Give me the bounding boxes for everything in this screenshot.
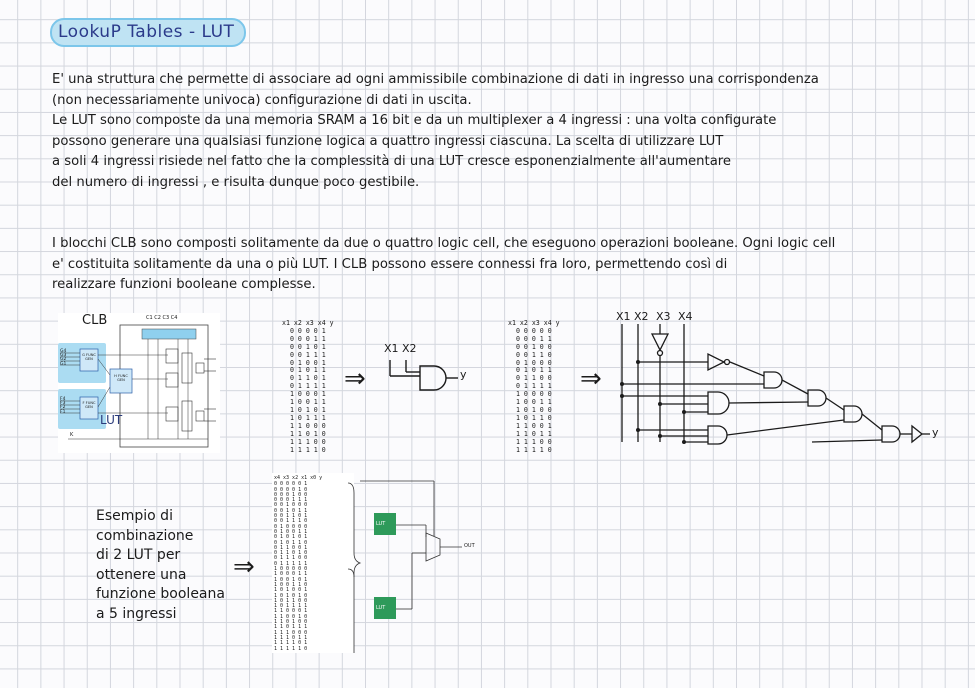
text-line: del numero di ingressi , e risulta dunque poco gestibile. [52,174,420,190]
table-row: 0 1 0 1 0 1 [274,534,308,541]
table-row: 0 0 0 0 0 [515,326,552,335]
table-row: 1 1 1 0 0 [515,437,552,446]
table-row: 0 0 1 1 0 1 [274,513,308,520]
table-row: 0 0 1 1 0 [515,350,552,359]
table-row: 1 0 1 0 1 [289,405,326,414]
truth-table-and [282,320,334,454]
table-row: 0 1 1 1 0 0 [274,555,308,562]
table-row: 0 0 0 1 1 1 [274,497,308,504]
circuit-input-x1: X1 [616,310,631,323]
table-row: 1 1 0 1 1 [515,429,552,438]
table-row: 1 0 1 1 0 0 [274,597,308,604]
table-row: 1 0 0 0 0 0 [274,566,308,573]
table-row: 0 1 1 1 1 [289,382,326,391]
out-label: OUT [464,543,475,549]
text-line: combinazione [96,527,194,544]
text-line: realizzare funzioni booleane complesse. [52,277,316,293]
table-row: 1 1 1 1 0 [289,445,326,454]
lut-combination-schematic [276,473,480,655]
table-row: 0 1 0 1 1 0 [274,539,308,546]
clb-schematic [58,313,220,453]
example-description [96,507,225,625]
text-line: e' costituita solitamente da una o più LUT. I CLB possono essere connessi fra loro, permettendo così di [52,256,728,272]
truth-table-circuit [508,320,560,454]
logic-circuit-diagram [612,310,944,460]
table-row: 0 0 0 0 1 0 [274,486,308,493]
paragraph-lut-description [52,70,957,194]
text-line: di 2 LUT per [96,547,181,564]
table-row: 1 1 0 1 1 1 [274,624,308,631]
table-row: 0 1 1 1 1 [515,382,552,391]
table-row: 1 0 0 1 1 [515,398,552,407]
f-input: F4 [60,397,66,402]
table-row: 1 0 1 1 1 1 [274,603,308,610]
lut-1-label: LUT [376,521,386,527]
k-label: K [70,432,74,438]
table-row: 0 0 0 0 1 [289,326,326,335]
logic-circuit-schematic [612,310,944,460]
table-row: 0 0 1 0 0 0 [274,502,308,509]
table-row: 1 0 0 0 1 [289,390,326,399]
table-row: 0 1 1 0 1 [289,374,326,383]
f-func-gen: F FUNC GEN [82,401,96,409]
truth-table-body [508,328,560,455]
and-output-y: y [460,368,467,381]
text-line: (non necessariamente univoca) configurazione di dati in uscita. [52,92,472,108]
table-row: 1 1 0 1 0 [289,429,326,438]
table-row: 1 0 1 1 0 [515,413,552,422]
and-gate-diagram [380,340,480,400]
table-row: 1 1 0 0 1 0 [274,613,308,620]
table-row: 0 1 1 1 1 1 [274,560,308,567]
table-row: 1 0 0 0 1 1 [274,571,308,578]
f-input: F3 [60,401,66,407]
f-input: F1 [60,409,66,415]
f-inputs-label [60,398,68,415]
text-line: funzione booleana [96,586,225,603]
table-row: 1 0 0 1 1 [289,398,326,407]
text-line: possono generare una qualsiasi funzione logica a quattro ingressi ciascuna. La scelta di utilizzare LUT [52,133,724,149]
implies-arrow: ⇒ [344,364,366,394]
truth-table-header: x1 x2 x3 x4 y [282,319,334,327]
lut-2-label: LUT [376,605,386,611]
table-row: 1 1 0 0 0 1 [274,608,308,615]
table-row: 0 1 1 0 1 0 [274,550,308,557]
table-row: 0 1 0 1 1 [289,366,326,375]
paragraph-clb-description [52,234,957,296]
truth-table-header: x4 x3 x2 x1 x0 y [274,475,323,481]
table-row: 0 0 1 1 1 0 [274,518,308,525]
f-input: F2 [60,405,66,411]
text-line: ottenere una [96,566,187,583]
g-input: G1 [60,361,67,367]
lut-combination-diagram [276,473,480,655]
g-inputs-label [60,350,68,367]
text-line: Esempio di [96,508,173,524]
circuit-output-y: y [932,426,939,439]
table-row: 1 0 1 0 1 0 [274,592,308,599]
circuit-input-x3: X3 [656,310,671,323]
clb-diagram [58,313,220,453]
table-row: 0 1 0 1 1 [515,366,552,375]
table-row: 0 0 0 1 1 [289,334,326,343]
and-input-x1: X1 [384,342,399,355]
table-row: 0 1 0 0 1 1 [274,528,308,535]
table-row: 0 1 1 0 0 1 [274,544,308,551]
table-row: 1 1 1 1 1 0 [274,645,308,652]
circuit-input-x2: X2 [634,310,649,323]
table-row: 1 0 0 0 0 [515,390,552,399]
table-row: 1 1 1 0 0 0 [274,629,308,636]
text-line: E' una struttura che permette di associare ad ogni ammissibile combinazione di dati in ingresso una corrispondenza [52,72,819,87]
table-row: 0 0 1 0 0 [515,342,552,351]
page-title: LookuP Tables - LUT [50,18,246,47]
table-row: 1 1 0 1 0 0 [274,619,308,626]
table-row: 1 0 1 0 0 1 [274,587,308,594]
clb-top-inputs: C1 C2 C3 C4 [146,315,178,321]
table-row: 0 1 0 0 1 [289,358,326,367]
g-input: G4 [60,349,67,354]
table-row: 0 0 1 1 1 [289,350,326,359]
table-row: 1 1 1 1 0 [515,445,552,454]
table-row: 1 1 1 0 1 1 [274,634,308,641]
g-func-gen: G FUNC GEN [82,353,96,361]
truth-table-body [282,328,334,455]
circuit-input-x4: X4 [678,310,693,323]
clb-label: CLB [82,313,108,328]
text-line: a soli 4 ingressi risiede nel fatto che la complessità di una LUT cresce esponenzialmente all'aumentare [52,154,732,170]
text-line: I blocchi CLB sono composti solitamente da due o quattro logic cell, che eseguono operazioni booleane. Ogni logic cell [52,236,836,251]
g-input: G3 [60,353,67,359]
lut-handwritten-label: LUT [100,413,123,427]
table-row: 1 0 1 0 0 [515,405,552,414]
table-row: 0 0 0 1 1 [515,334,552,343]
table-row: 0 0 1 0 1 1 [274,507,308,514]
h-func-gen: H FUNC GEN [114,374,128,382]
implies-arrow: ⇒ [233,552,255,582]
g-input: G2 [60,357,67,363]
table-row: 0 1 0 0 0 0 [274,523,308,530]
text-line: a 5 ingressi [96,605,177,622]
table-row: 1 1 0 0 1 [515,421,552,430]
text-line: Le LUT sono composte da una memoria SRAM a 16 bit e da un multiplexer a 4 ingressi : una volta configurate [52,113,777,129]
table-row: 0 1 0 0 0 [515,358,552,367]
table-row: 0 0 0 0 0 1 [274,481,308,488]
table-row: 1 1 0 0 0 [289,421,326,430]
table-row: 0 1 1 0 0 [515,374,552,383]
truth-table-header: x1 x2 x3 x4 y [508,319,560,327]
table-row: 1 0 0 1 1 0 [274,581,308,588]
implies-arrow: ⇒ [580,364,602,394]
table-row: 1 1 1 0 0 [289,437,326,446]
and-input-x2: X2 [402,342,417,355]
table-row: 1 0 0 1 0 1 [274,576,308,583]
table-row: 1 0 1 1 1 [289,413,326,422]
table-row: 1 1 1 1 0 1 [274,640,308,647]
table-row: 0 0 1 0 1 [289,342,326,351]
table-row: 0 0 0 1 0 0 [274,491,308,498]
